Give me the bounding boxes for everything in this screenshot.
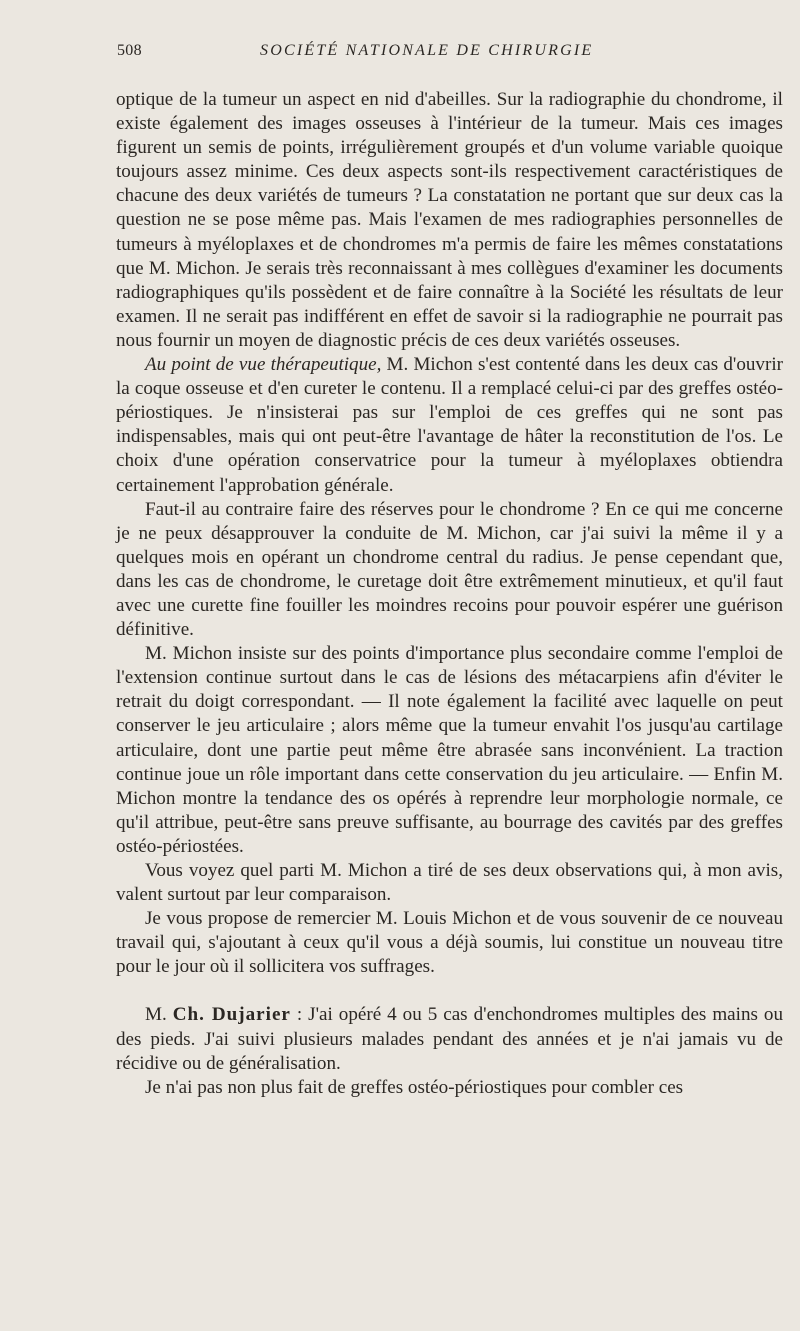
paragraph-chondrome	[116, 498, 783, 643]
paragraph-text: M. Michon insiste sur des points d'importance plus secondaire comme l'emploi de l'extension continue surtout dans le cas de lésions des métacarpiens afin d'éviter le retrait du doigt correspondant. — Il note également la facilité avec laquelle on peut conserver le jeu articulaire ; alors même que la tumeur envahit l'os jusqu'au cartilage articulaire, dont une partie peut même être abrasée sans inconvénient. La traction continue joue un rôle important dans cette conservation du jeu articulaire. — Enfin M. Michon montre la tendance des os opérés à reprendre leur morphologie normale, ce qu'il attribue, peut-être sans preuve suffisante, au bourrage des cavités par des greffes ostéo-périostées.	[116, 643, 783, 857]
speaker-name: Ch. Dujarier	[172, 1004, 291, 1026]
paragraph-therapeutic	[116, 353, 783, 498]
page-header	[117, 42, 777, 66]
paragraph-text: Vous voyez quel parti M. Michon a tiré de ses deux observations qui, à mon avis, valent surtout par leur comparaison.	[116, 860, 783, 906]
paragraph-thanks	[116, 907, 783, 979]
paragraph-dujarier	[116, 1003, 783, 1075]
paragraph-text: Je n'ai pas non plus fait de greffes ostéo-périostiques pour combler ces	[145, 1076, 684, 1098]
paragraph-text: Je vous propose de remercier M. Louis Michon et de vous souvenir de ce nouveau travail qui, s'ajoutant à ceux qu'il vous a déjà soumis, lui constitue un nouveau titre pour le jour où il sollicitera vos suffrages.	[116, 908, 783, 978]
paragraph-radiography	[116, 88, 783, 353]
page-number: 508	[117, 42, 142, 59]
italic-lead: Au point de vue thérapeutique,	[145, 354, 382, 376]
paragraph-text: Faut-il au contraire faire des réserves pour le chondrome ? En ce qui me concerne je ne peux désapprouver la conduite de M. Michon, car j'ai suivi la même il y a quelques mois en opérant un chondrome central du radius. Je pense cependant que, dans les cas de chondrome, le curetage doit être extrêmement minutieux, et qu'il faut avec une curette fine fouiller les moindres recoins pour pouvoir espérer une guérison définitive.	[116, 498, 783, 641]
running-title: SOCIÉTÉ NATIONALE DE CHIRURGIE	[260, 42, 594, 59]
paragraph-final	[116, 1076, 783, 1100]
article-text	[116, 88, 783, 1100]
paragraph-observations	[116, 859, 783, 907]
paragraph-text: optique de la tumeur un aspect en nid d'abeilles. Sur la radiographie du chondrome, il existe également des images osseuses à l'intérieur de la tumeur. Mais ces images figurent un semis de points, irrégulièrement groupés et d'un volume variable quoique toujours assez minime. Ces deux aspects sont-ils respectivement caractéristiques de chacune des deux variétés de tumeurs ? La constatation ne portant que sur deux cas la question ne se pose même pas. Mais l'examen de mes radiographies personnelles de tumeurs à myéloplaxes et de chondromes m'a permis de faire les mêmes constatations que M. Michon. Je serais très reconnaissant à mes collègues d'examiner les documents radiographiques qu'ils possèdent et de faire connaître à la Société les résultats de leur examen. Il ne serait pas indifférent en effet de savoir si la radiographie ne pourrait pas nous fournir un moyen de diagnostic précis de ces deux variétés osseuses.	[116, 89, 783, 351]
paragraph-secondary-points	[116, 642, 783, 859]
speaker-prefix: M.	[145, 1004, 173, 1026]
paragraph-text: : J'ai opéré 4 ou 5 cas d'enchondromes multiples des mains ou des pieds. J'ai suivi plusieurs malades pendant des années et je n'ai jamais vu de récidive ou de généralisation.	[116, 1004, 784, 1074]
paragraph-text: M. Michon s'est contenté dans les deux cas d'ouvrir la coque osseuse et d'en cureter le contenu. Il a remplacé celui-ci par des greffes ostéo-périostiques. Je n'insisterai pas sur l'emploi de ces greffes qui ne sont pas indispensables, mais qui ont peut-être l'avantage de hâter la reconstitution de l'os. Le choix d'une opération conservatrice pour la tumeur à myéloplaxes obtiendra certainement l'approbation générale.	[116, 354, 783, 496]
